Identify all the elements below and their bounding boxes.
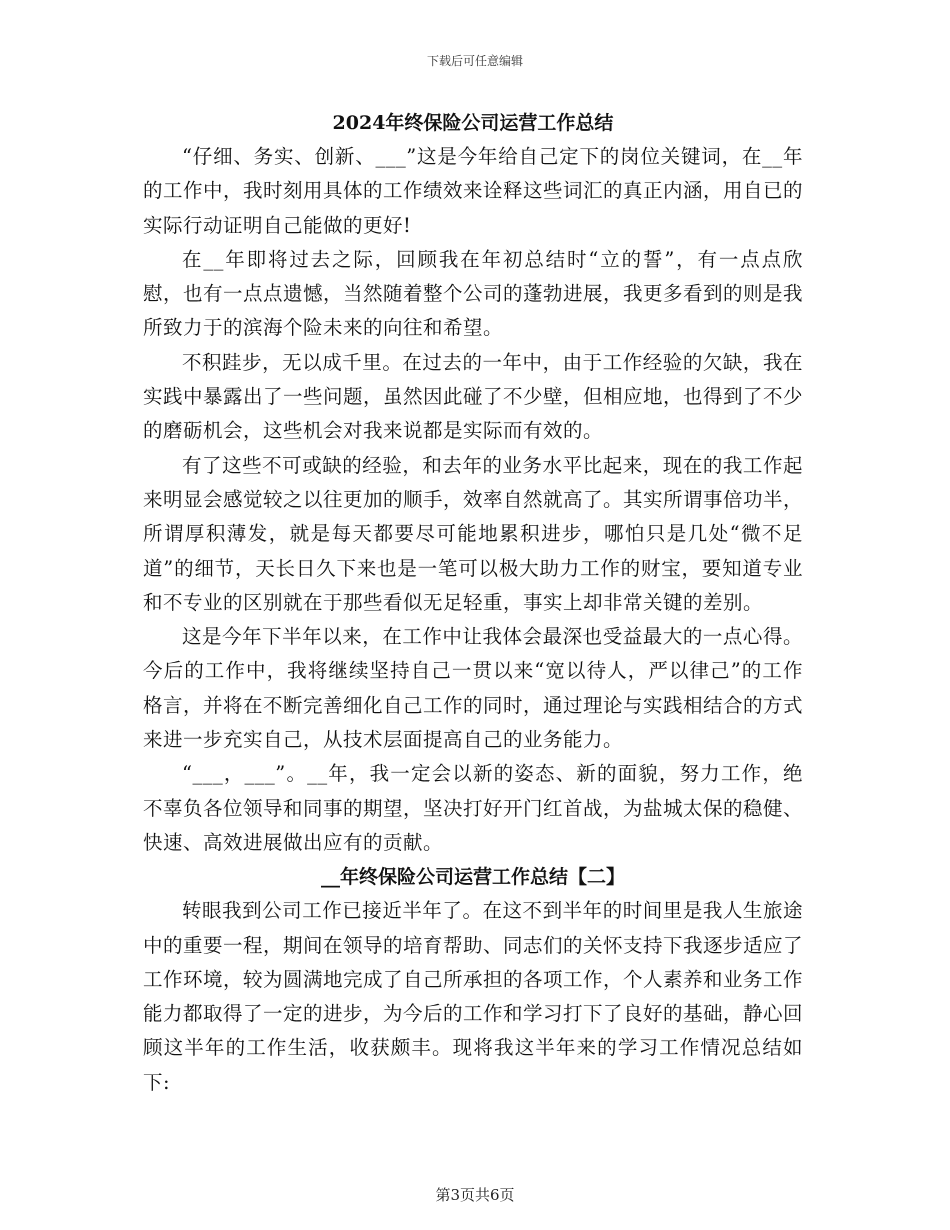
page-header: 下载后可任意编辑 [426, 54, 523, 68]
document-title: 2024年终保险公司运营工作总结 [332, 112, 614, 134]
paragraph: 有了这些不可或缺的经验，和去年的业务水平比起来，现在的我工作起来明显会感觉较之以往更加的顺手，效率自然就高了。其实所谓事倍功半，所谓厚积薄发，就是每天都要尽可能地累积进步，哪怕只是几处“微不足道”的细节，天长日久下来也是一笔可以极大助力工作的财宝，要知道专业和不专业的区别就在于那些看似无足轻重，事实上却非常关键的差别。 [143, 453, 804, 614]
document-body [143, 106, 803, 1100]
section-heading: __年终保险公司运营工作总结【二】 [320, 866, 625, 889]
paragraph: 在__年即将过去之际，回顾我在年初总结时“立的誓”，有一点点欣慰，也有一点点遗憾，当然随着整个公司的蓬勃进展，我更多看到的则是我所致力于的滨海个险未来的向往和希望。 [143, 247, 804, 340]
paragraph: “___，___”。__年，我一定会以新的姿态、新的面貌，努力工作，绝不辜负各位领导和同事的期望，坚决打好开门红首战，为盐城太保的稳健、快速、高效进展做出应有的贡献。 [143, 762, 804, 854]
paragraph: 转眼我到公司工作已接近半年了。在这不到半年的时间里是我人生旅途中的重要一程，期间在领导的培育帮助、同志们的关怀支持下我逐步适应了工作环境，较为圆满地完成了自己所承担的各项工作，个人素养和业务工作能力都取得了一定的进步，为今后的工作和学习打下了良好的基础，静心回顾这半年的工作生活，收获颇丰。现将我这半年来的学习工作情况总结如下: [143, 899, 804, 1094]
paragraph: 这是今年下半年以来，在工作中让我体会最深也受益最大的一点心得。今后的工作中，我将继续坚持自己一贯以来“宽以待人，严以律己”的工作格言，并将在不断完善细化自己工作的同时，通过理论与实践相结合的方式来进一步充实自己，从技术层面提高自己的业务能力。 [143, 625, 804, 752]
paragraph: “仔细、务实、创新、___”这是今年给自己定下的岗位关键词，在__年的工作中，我时刻用具体的工作绩效来诠释这些词汇的真正内涵，用自已的实际行动证明自己能做的更好! [143, 145, 804, 237]
paragraph: 不积跬步，无以成千里。在过去的一年中，由于工作经验的欠缺，我在实践中暴露出了一些问题，虽然因此碰了不少壁，但相应地，也得到了不少的磨砺机会，这些机会对我来说都是实际而有效的。 [143, 350, 804, 443]
page-number-footer: 第3页共6页 [435, 1186, 515, 1204]
